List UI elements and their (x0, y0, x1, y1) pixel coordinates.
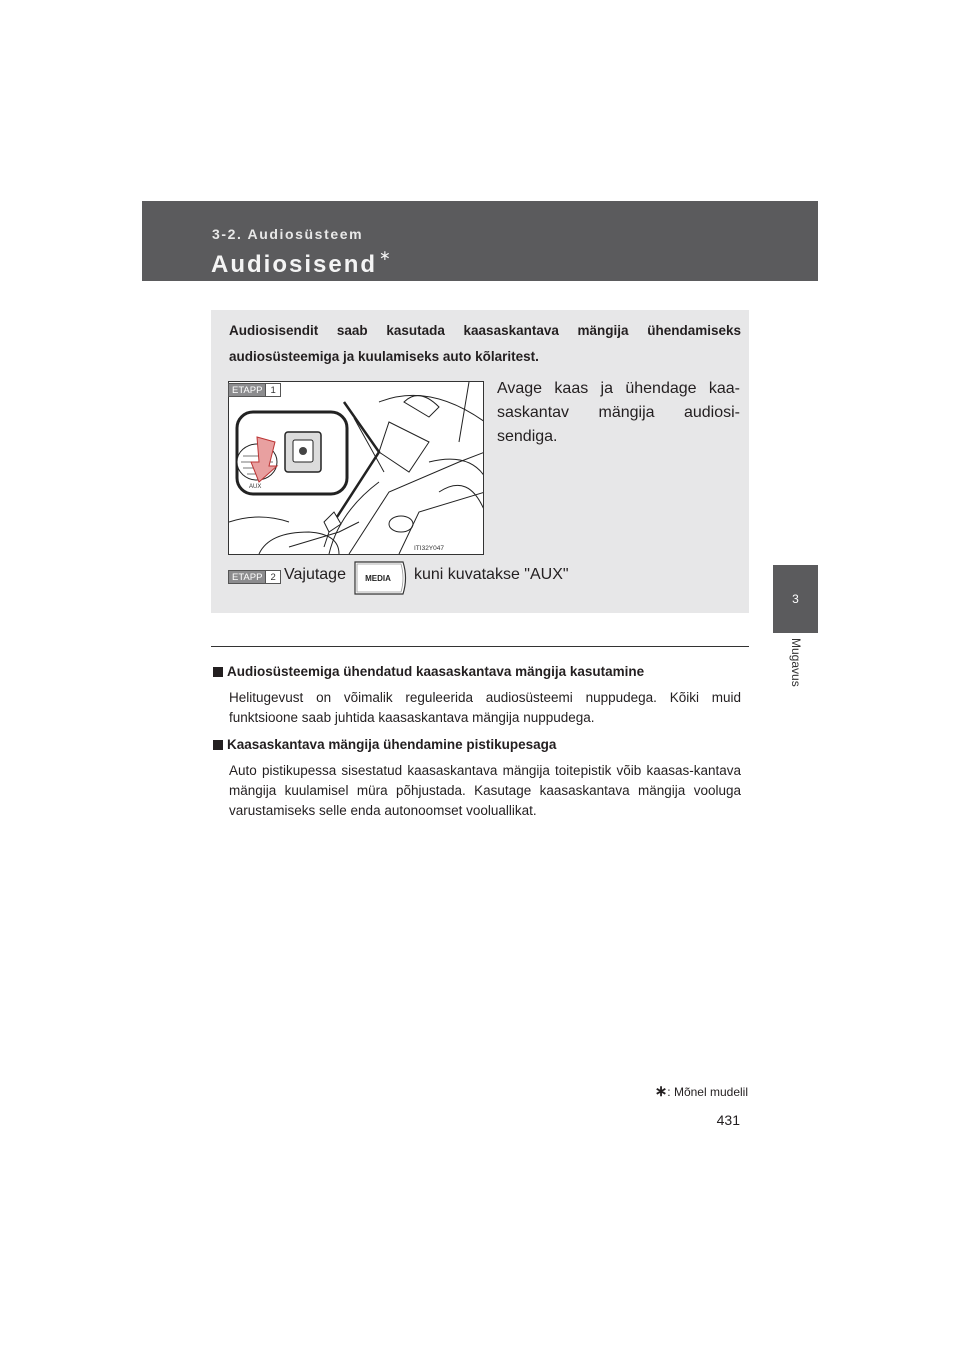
square-bullet-icon (213, 740, 223, 750)
divider (211, 646, 749, 647)
figure-code: ITI32Y047 (414, 545, 444, 552)
section-label: 3-2. Audiosüsteem (212, 226, 364, 242)
section-2-title (213, 737, 556, 752)
footnote (620, 1082, 748, 1100)
footnote-text: : Mõnel mudelil (667, 1085, 748, 1099)
step-2-badge (228, 570, 281, 584)
page-number: 431 (716, 1112, 740, 1128)
console-drawing (229, 382, 484, 555)
asterisk-icon: ∗ (654, 1083, 668, 1100)
intro-text: Audiosisendit saab kasutada kaasaskantava mängija ühendamiseks audiosüsteemiga ja kuulamiseks auto kõlaritest. (229, 323, 741, 364)
section-2-body: Auto pistikupessa sisestatud kaasaskantava mängija toitepistik võib kaasas-kantava mängija kuulamisel müra põhjustada. Kasutage kaasaskantava mängija vooluga varustamiseks selle enda autonoomset vooluallikat. (229, 763, 741, 818)
asterisk-icon: ∗ (379, 247, 393, 263)
step-2-number: 2 (265, 571, 279, 583)
step-1-label: ETAPP (229, 384, 265, 396)
section-2-title-text: Kaasaskantava mängija ühendamine pistikupesaga (227, 737, 557, 752)
aux-jack-illustration (228, 381, 484, 555)
step-2-text-after: kuni kuvatakse "AUX" (414, 566, 569, 583)
page-title (211, 247, 393, 279)
section-1-title (213, 664, 644, 679)
step-2-text-before: Vajutage (284, 566, 346, 583)
section-1-title-text: Audiosüsteemiga ühendatud kaasaskantava mängija kasutamine (227, 664, 645, 679)
media-button (353, 560, 408, 596)
square-bullet-icon (213, 667, 223, 677)
aux-label: AUX (249, 484, 262, 490)
page-title-text: Audiosisend (211, 251, 378, 278)
chapter-name: Mugavus (789, 638, 803, 687)
chapter-tab[interactable]: 3 (773, 565, 818, 633)
section-1-body: Helitugevust on võimalik reguleerida audiosüsteemi nuppudega. Kõiki muid funktsioone saab juhtida kaasaskantava mängija nuppudega. (229, 690, 741, 725)
step-1-number: 1 (265, 384, 279, 396)
step-1-badge (228, 383, 281, 397)
step-1-text: Avage kaas ja ühendage kaa-saskantav mängija audiosi-sendiga. (497, 380, 740, 445)
media-button-label: MEDIA (365, 574, 391, 583)
step-2-label: ETAPP (229, 571, 265, 583)
